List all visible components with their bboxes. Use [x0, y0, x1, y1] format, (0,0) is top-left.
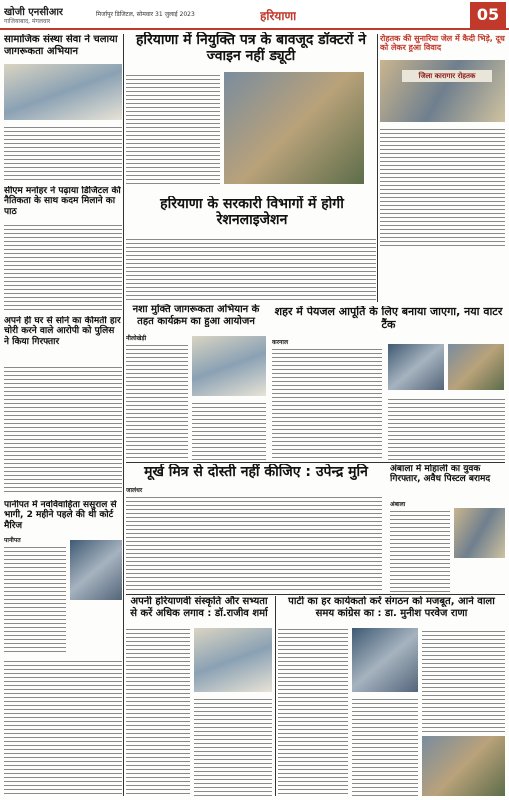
- dateline: गाजियाबाद, मंगलवार: [4, 18, 51, 25]
- meeting-photo: [422, 736, 505, 796]
- row-rule: [126, 594, 505, 595]
- newspaper-logo: खोजी एनसीआर: [4, 7, 64, 18]
- story-headline: सामाजिक संस्था सेवा ने चलाया जागरूकता अभियान: [4, 34, 118, 57]
- article-text: [4, 124, 122, 182]
- portrait-photo: [70, 540, 122, 600]
- portrait-photo: [352, 628, 418, 692]
- accused-photo: [454, 508, 505, 558]
- column-rule: [275, 596, 276, 796]
- masthead: [0, 0, 509, 30]
- story-headline: सीएम मनोहर ने पढ़ाया डिजिटल की नैतिकता के साथ कदम मिलाने का पाठ: [4, 186, 121, 217]
- article-text: [126, 342, 188, 460]
- jail-photo: [380, 60, 505, 122]
- article-text: [4, 222, 122, 312]
- article-text: [126, 236, 376, 300]
- section-title: हरियाणा: [260, 9, 297, 23]
- jail-sign: जिला कारागार रोहतक: [402, 70, 492, 82]
- article-text: [126, 72, 220, 184]
- story-headline: पार्टी का हर कार्यकर्ता करें संगठन को मजबूत, आने वाला समय कांग्रेस का : डा. मुनीश परवेज राणा: [288, 596, 495, 619]
- dateline-author: नीलोखेड़ी: [126, 335, 147, 342]
- column-rule: [377, 34, 378, 302]
- article-text: [388, 396, 505, 460]
- story-headline: नशा मुक्ति जागरूकता अभियान के तहत कार्यक्रम का हुआ आयोजन: [132, 304, 260, 327]
- story-headline: अपनी हरियाणवी संस्कृति और सभ्यता से करें अधिक लगाव : डॉ.राजीव शर्मा: [130, 596, 268, 619]
- article-text: [380, 126, 505, 246]
- row-rule: [126, 462, 505, 463]
- lead-headline: हरियाणा में नियुक्ति पत्र के बावजूद डॉक्टरों ने ज्वाइन नहीं ड्यूटी: [136, 32, 366, 65]
- major-headline: हरियाणा के सरकारी विभागों में होगी रेशनलाइजेशन: [160, 196, 344, 229]
- article-text: [192, 400, 266, 460]
- article-text: [126, 494, 382, 592]
- story-headline: पानीपत में नवविवाहिता ससुराल से भागी, 2 महीने पहले की थी कोर्ट मैरिज: [4, 500, 117, 531]
- story-headline: अपने ही घर से सोने का कीमती हार चोरी करने वाले आरोपी को पुलिस ने किया गिरफ्तार: [4, 316, 121, 347]
- article-text: [390, 508, 450, 594]
- event-photo: [194, 628, 272, 692]
- article-text: [352, 696, 418, 796]
- article-text: [272, 346, 382, 460]
- article-text: [278, 626, 348, 796]
- story-headline: अंबाला में मोहाली का युवक गिरफ्तार, अवैध पिस्टल बरामद: [390, 464, 491, 485]
- story-photo: [4, 64, 122, 120]
- major-headline: मूर्ख मित्र से दोस्ती नहीं कीजिए : उपेन्द्र मुनि: [144, 464, 368, 480]
- article-text: [194, 696, 272, 796]
- article-text: [126, 626, 190, 796]
- story-headline: रोहतक की सुनारिया जेल में कैदी भिड़े, दूध को लेकर हुआ विवाद: [380, 34, 505, 53]
- article-text: [4, 658, 122, 796]
- article-text: [4, 364, 122, 494]
- dateline-author: पानीपत: [4, 537, 21, 544]
- event-photo: [192, 336, 266, 396]
- portrait-photo: [448, 344, 504, 390]
- page-number: 05: [470, 2, 506, 28]
- doctor-photo: [224, 72, 364, 184]
- story-headline: शहर में पेयजल आपूर्ति के लिए बनाया जाएगा, नया वाटर टैंक: [274, 306, 503, 331]
- issue-line: मिर्जापुर डिजिटल, सोमवार 31 जुलाई 2023: [96, 11, 195, 18]
- dateline-author: जालंधर: [126, 487, 143, 494]
- column-rule: [123, 34, 124, 796]
- article-text: [422, 628, 505, 732]
- dateline-author: करनाल: [272, 339, 289, 346]
- portrait-photo: [388, 344, 444, 390]
- article-text: [4, 544, 66, 654]
- dateline-author: अंबाला: [390, 501, 406, 508]
